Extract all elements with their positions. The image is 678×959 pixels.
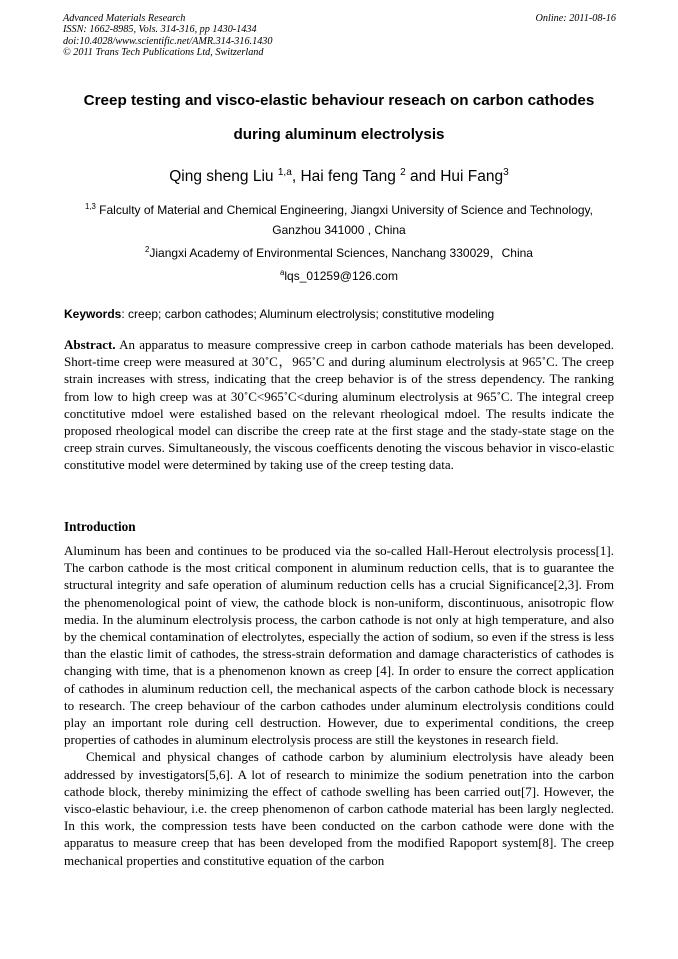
affiliation-1 <box>30 200 648 240</box>
author-list <box>40 168 638 186</box>
abstract-label: Abstract. <box>64 337 116 352</box>
corresponding-email <box>30 266 648 286</box>
keywords <box>64 307 624 321</box>
author-name: Hui Fang <box>440 168 504 185</box>
online-date: Online: 2011-08-16 <box>535 13 616 24</box>
author-affiliation-mark: 2 <box>400 166 406 178</box>
author-separator: and <box>405 168 441 185</box>
affiliation-text: Jiangxi Academy of Environmental Sciences, Nanchang 330029，China <box>149 246 533 260</box>
affiliation-mark: 2 <box>145 245 150 254</box>
copyright-line: © 2011 Trans Tech Publications Ltd, Switzerland <box>63 46 264 58</box>
issn-line: ISSN: 1662-8985, Vols. 314-316, pp 1430-1434 <box>63 24 257 36</box>
doi-line: doi:10.4028/www.scientific.net/AMR.314-316.1430 <box>63 35 273 47</box>
author-affiliation-mark: 3 <box>503 166 509 178</box>
email-mark: a <box>280 268 285 277</box>
author-name: Hai feng Tang <box>300 168 401 185</box>
paper-title-line-1: Creep testing and visco-elastic behaviour reseach on carbon cathodes <box>83 92 595 109</box>
author-name: Qing sheng Liu <box>169 168 278 185</box>
running-header <box>63 13 616 58</box>
abstract <box>64 336 614 474</box>
affiliation-text: Falculty of Material and Chemical Engineering, Jiangxi University of Science and Technology, <box>95 203 593 217</box>
introduction-paragraph-1: Aluminum has been and continues to be produced via the so-called Hall-Herout electrolysis process[1]. The carbon cathode is the most critical component in aluminum reduction cells, that is to guarantee the structural integrity and safe operation of aluminum reduction cells has a crucial Significance[2,3]. From the phenomenological point of view, the cathode block is non-uniform, discontinuous, anisotropic flow media. In the aluminum electrolysis process, the carbon cathode is not only at high temperature, and also by the chemical contamination of electrolytes, especially the action of sodium, so even if the stress is less than the elastic limit of cathodes, the stress-strain deformation and damage characteristics of cathodes is changing with time, that is a phenomenon known as creep [4]. In order to ensure the correct application of cathodes in aluminum reduction cell, the mechanical aspects of the carbon cathode block is necessary to research. The creep behaviour of the carbon cathodes under aluminum electrolysis conditions could play an important role during cell destruction. However, due to experimental conditions, the creep properties of cathodes in aluminum electrolysis process are still the keystones in research field. <box>64 543 614 748</box>
email-address: lqs_01259@126.com <box>284 269 398 283</box>
paper-title-line-2: during aluminum electrolysis <box>233 126 445 143</box>
keywords-text: : creep; carbon cathodes; Aluminum electrolysis; constitutive modeling <box>121 307 495 321</box>
journal-name: Advanced Materials Research <box>63 13 186 24</box>
affiliation-2 <box>30 243 648 263</box>
abstract-text: An apparatus to measure compressive creep in carbon cathode materials has been developed. Short-time creep were measured at 30˚C，965˚C and during aluminum electrolysis at 965˚C. The creep strain increases with stress, indicating that the creep behavior is of the stress dependency. The ranking from low to high creep was at 30˚C<965˚C<during aluminum electrolysis at 965˚C. The integral creep conctitutive mdoel were estalished based on the relevant rheological mdoel. The results indicate the proposed rheological model can discribe the creep rate at the first stage and the stady-state stage on the creep strain curves. Simultaneously, the viscous coefficents denoting the viscous behavior in visco-elastic constitutive model were determined by taking use of the creep testing data. <box>64 337 614 473</box>
keywords-label: Keywords <box>64 307 122 321</box>
affiliation-mark: 1,3 <box>85 202 96 211</box>
affiliation-address: Ganzhou 341000 , China <box>272 223 406 237</box>
introduction-heading: Introduction <box>64 519 136 534</box>
author-affiliation-mark: 1,a <box>277 166 292 178</box>
author-separator: , <box>291 168 301 185</box>
introduction-body <box>64 542 614 869</box>
introduction-paragraph-2: Chemical and physical changes of cathode carbon by aluminium electrolysis have aleady been addressed by investigators[5,6]. A lot of research to minimize the sodium penetration into the carbon cathode block, thereby minimizing the effect of cathode swelling has been carried out[7]. However, the visco-elastic behaviour, i.e. the creep phenomenon of carbon cathode material has been largly neglected. In this work, the compression tests have been conducted on the carbon cathode were done with the apparatus to measure creep that has been developed from the modified Rapoport system[8]. The creep mechanical properties and constitutive equation of the carbon <box>64 749 614 868</box>
